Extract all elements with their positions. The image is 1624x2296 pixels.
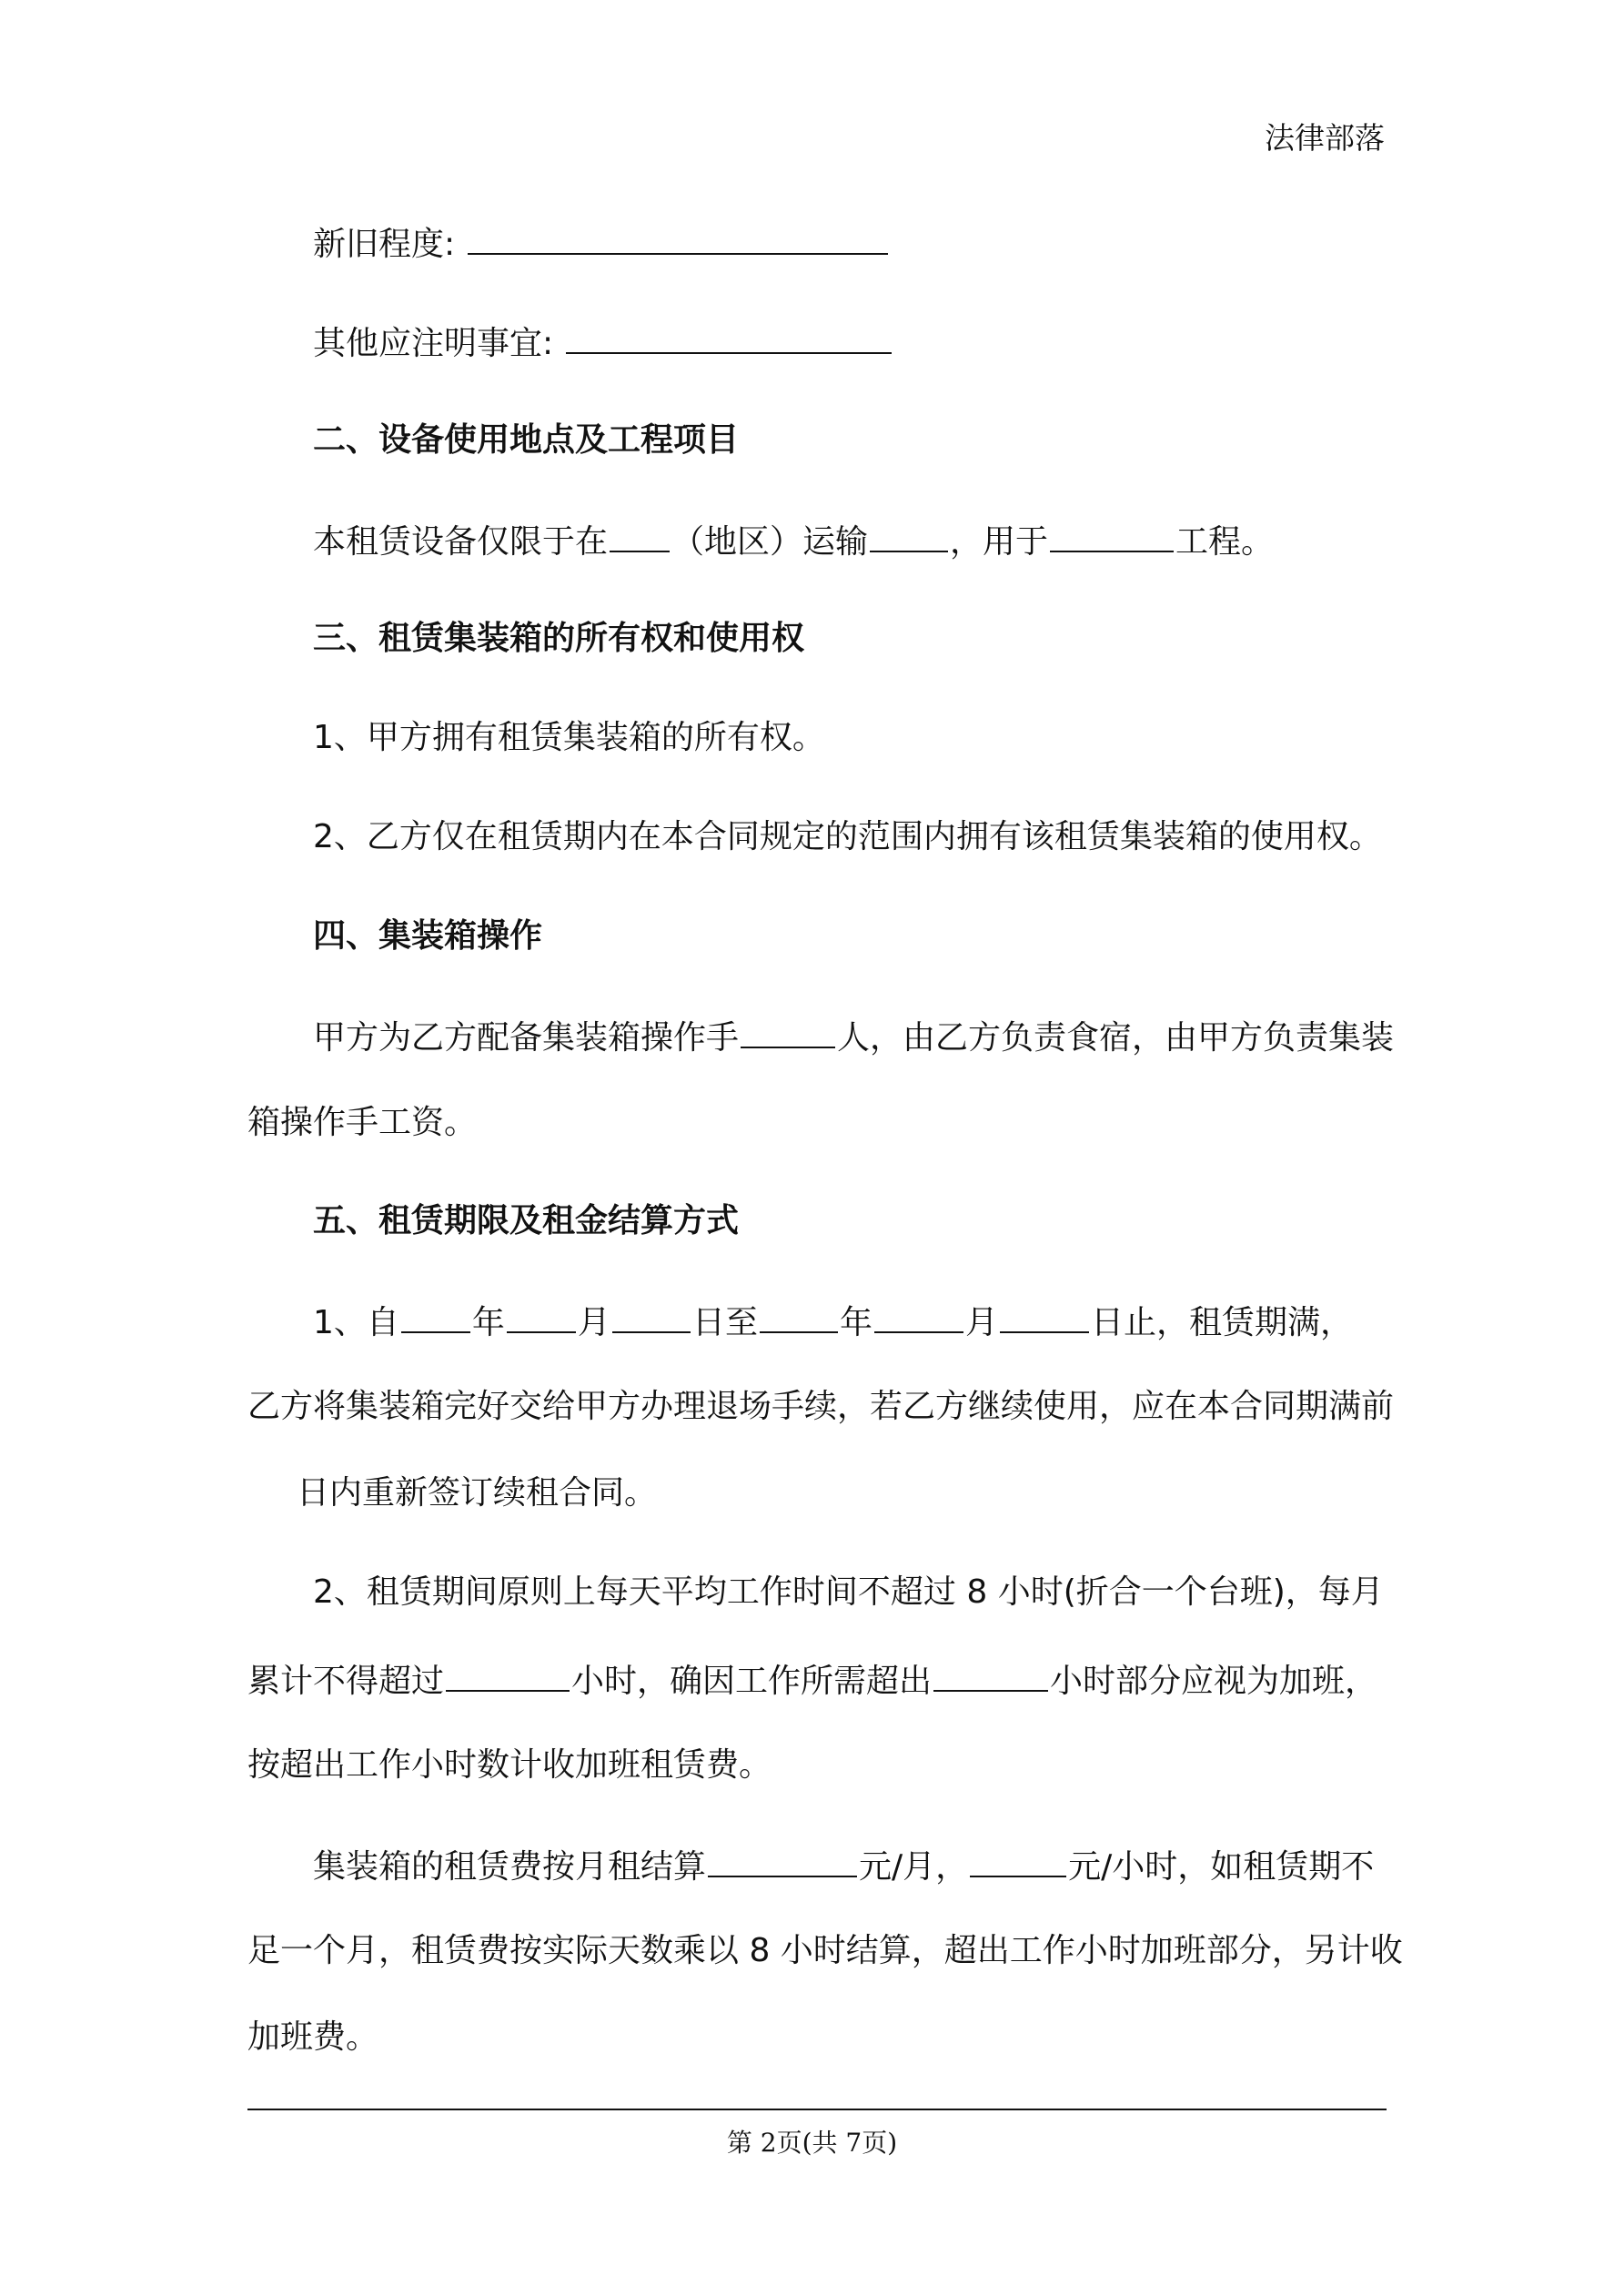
text: （地区）运输 bbox=[671, 523, 869, 561]
condition-line bbox=[313, 220, 890, 267]
blank-field bbox=[1000, 1299, 1089, 1333]
hours-clause-line-3: 按超出工作小时数计收加班租赁费。 bbox=[247, 1746, 772, 1784]
text: 工程。 bbox=[1175, 523, 1275, 561]
blank-field bbox=[507, 1299, 576, 1333]
usage-location-line bbox=[313, 518, 1274, 564]
blank-field bbox=[468, 220, 888, 255]
section-heading-5: 五、租赁期限及租金结算方式 bbox=[313, 1202, 740, 1239]
blank-field bbox=[870, 518, 948, 552]
text: 人，由乙方负责食宿，由甲方负责集装 bbox=[837, 1019, 1395, 1057]
fee-clause-line-3: 加班费。 bbox=[247, 2018, 379, 2056]
ownership-clause-1: 1、甲方拥有租赁集装箱的所有权。 bbox=[313, 719, 825, 756]
blank-field bbox=[1050, 518, 1174, 552]
label: 新旧程度: bbox=[313, 226, 456, 263]
text: 月 bbox=[964, 1304, 998, 1341]
hours-clause-line-1: 2、租赁期间原则上每天平均工作时间不超过 8 小时(折合一个台班)，每月 bbox=[313, 1573, 1384, 1611]
text: 小时，确因工作所需超出 bbox=[571, 1663, 933, 1700]
text: 甲方为乙方配备集装箱操作手 bbox=[313, 1019, 740, 1057]
text: 日止，租赁期满， bbox=[1090, 1304, 1353, 1341]
header-brand: 法律部落 bbox=[1265, 120, 1385, 156]
blank-field bbox=[401, 1299, 470, 1333]
text: 本租赁设备仅限于在 bbox=[313, 523, 609, 561]
text: 小时部分应视为加班， bbox=[1050, 1663, 1378, 1700]
page-number: 第 2页(共 7页) bbox=[726, 2128, 898, 2158]
blank-field bbox=[874, 1299, 963, 1333]
footer-divider bbox=[247, 2109, 1387, 2110]
text: 元/小时，如租赁期不 bbox=[1068, 1848, 1375, 1886]
blank-field bbox=[610, 518, 670, 552]
blank-field bbox=[970, 1843, 1066, 1877]
text: ，用于 bbox=[950, 523, 1049, 561]
text: 集装箱的租赁费按月租结算 bbox=[313, 1848, 707, 1886]
blank-field bbox=[741, 1014, 835, 1048]
section-heading-3: 三、租赁集装箱的所有权和使用权 bbox=[313, 620, 805, 657]
section-heading-4: 四、集装箱操作 bbox=[313, 917, 543, 955]
blank-field bbox=[612, 1299, 691, 1333]
blank-field bbox=[933, 1657, 1048, 1692]
text: 1、自 bbox=[313, 1304, 399, 1341]
blank-field bbox=[708, 1843, 857, 1877]
operator-clause-line-2: 箱操作手工资。 bbox=[247, 1104, 478, 1141]
text: 月 bbox=[577, 1304, 610, 1341]
term-clause-line-3: 日内重新签订续租合同。 bbox=[297, 1474, 658, 1512]
blank-field bbox=[566, 319, 892, 354]
blank-field bbox=[760, 1299, 838, 1333]
fee-clause-line-1 bbox=[313, 1843, 1374, 1889]
ownership-clause-2: 2、乙方仅在租赁期内在本合同规定的范围内拥有该租赁集装箱的使用权。 bbox=[313, 818, 1382, 855]
other-notes-line bbox=[313, 319, 893, 366]
blank-field bbox=[446, 1657, 570, 1692]
section-heading-2: 二、设备使用地点及工程项目 bbox=[313, 421, 740, 459]
term-clause-line-2: 乙方将集装箱完好交给甲方办理退场手续，若乙方继续使用，应在本合同期满前 bbox=[247, 1388, 1395, 1425]
text: 日至 bbox=[691, 1304, 758, 1341]
text: 年 bbox=[471, 1304, 505, 1341]
operator-clause-line-1 bbox=[313, 1014, 1394, 1060]
fee-clause-line-2: 足一个月，租赁费按实际天数乘以 8 小时结算，超出工作小时加班部分，另计收 bbox=[247, 1932, 1403, 1969]
text: 元/月， bbox=[859, 1848, 969, 1886]
term-clause-line-1 bbox=[313, 1299, 1353, 1345]
text: 累计不得超过 bbox=[247, 1663, 445, 1700]
hours-clause-line-2 bbox=[247, 1657, 1377, 1704]
label: 其他应注明事宜: bbox=[313, 325, 554, 362]
text: 年 bbox=[839, 1304, 873, 1341]
